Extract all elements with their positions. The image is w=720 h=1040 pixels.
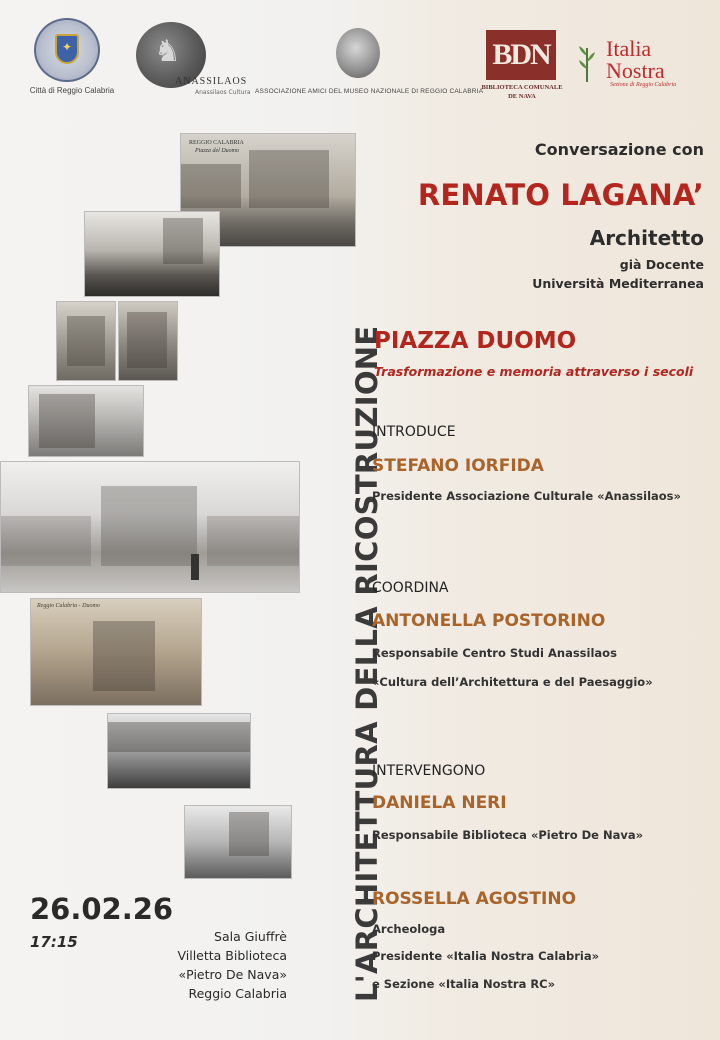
photo-caption-line2: Piazza del Duomo bbox=[195, 148, 239, 154]
historic-illustration-crowd bbox=[84, 211, 220, 297]
historic-photo-crowd-square bbox=[107, 713, 251, 789]
panelist-description-2a: Archeologa bbox=[372, 922, 446, 936]
coordinator-name: ANTONELLA POSTORINO bbox=[372, 611, 606, 631]
introducer-description: Presidente Associazione Culturale «Anassilaos» bbox=[372, 489, 681, 503]
topic-title: PIAZZA DUOMO bbox=[374, 328, 577, 354]
italia-nostra-logo bbox=[606, 38, 665, 82]
vertical-event-title: L'ARCHITETTURA DELLA RICOSTRUZIONE bbox=[350, 325, 384, 1002]
biblioteca-caption-line2: DE NAVA bbox=[508, 93, 536, 100]
speaker-name: RENATO LAGANA’ bbox=[417, 178, 704, 212]
event-date: 26.02.26 bbox=[30, 892, 174, 926]
horse-icon: ♞ bbox=[154, 34, 181, 69]
postcard-caption: Reggio Calabria - Duomo bbox=[37, 603, 100, 609]
crest-caption: Città di Reggio Calabria bbox=[29, 86, 115, 95]
coordinator-description-2: «Cultura dell’Architettura e del Paesaggio» bbox=[372, 675, 653, 689]
historic-photo-cathedral-construction bbox=[28, 385, 144, 457]
historic-photo-ruins-left bbox=[56, 301, 116, 381]
italia-nostra-line2: Nostra bbox=[606, 58, 665, 83]
museum-coin-logo bbox=[336, 28, 380, 78]
speaker-subtitle-2: Università Mediterranea bbox=[532, 276, 704, 291]
star-icon: ✦ bbox=[62, 40, 73, 54]
introducer-name: STEFANO IORFIDA bbox=[372, 456, 544, 476]
biblioteca-caption bbox=[480, 83, 564, 101]
venue-line-3: «Pietro De Nava» bbox=[178, 967, 287, 982]
conversation-label: Conversazione con bbox=[534, 140, 704, 159]
italia-nostra-subcaption: Sezione di Reggio Calabria bbox=[610, 82, 677, 88]
city-crest-logo bbox=[34, 18, 100, 82]
anassilaos-subcaption: Anassilaos Cultura bbox=[195, 89, 251, 96]
anassilaos-caption: ANASSILAOS bbox=[175, 76, 248, 87]
coordinator-description-1: Responsabile Centro Studi Anassilaos bbox=[372, 646, 617, 660]
historic-photo-piazza-duomo-wide bbox=[0, 461, 300, 593]
event-time: 17:15 bbox=[30, 933, 78, 951]
panelist-name-1: DANIELA NERI bbox=[372, 793, 507, 813]
biblioteca-caption-line1: BIBLIOTECA COMUNALE bbox=[481, 84, 563, 91]
coordinator-label: COORDINA bbox=[372, 580, 449, 596]
photo-caption-line1: REGGIO CALABRIA bbox=[189, 140, 244, 146]
crest-shield-icon bbox=[55, 34, 79, 64]
historic-postcard-duomo bbox=[30, 598, 202, 706]
panelist-name-2: ROSSELLA AGOSTINO bbox=[372, 889, 577, 909]
panelist-description-2c: e Sezione «Italia Nostra RC» bbox=[372, 977, 556, 991]
speakers-label: INTERVENGONO bbox=[372, 763, 486, 779]
introduce-label: INTRODUCE bbox=[372, 424, 456, 440]
museum-association-caption: ASSOCIAZIONE AMICI DEL MUSEO NAZIONALE DI REGGIO CALABRIA bbox=[255, 88, 484, 95]
speaker-subtitle-1: già Docente bbox=[619, 257, 704, 272]
panelist-description-2b: Presidente «Italia Nostra Calabria» bbox=[372, 949, 600, 963]
venue-line-4: Reggio Calabria bbox=[188, 986, 287, 1001]
biblioteca-logo: BDN bbox=[486, 30, 556, 80]
topic-subtitle: Trasformazione e memoria attraverso i secoli bbox=[374, 364, 694, 379]
historic-photo-ruins-right bbox=[118, 301, 178, 381]
venue-line-2: Villetta Biblioteca bbox=[177, 948, 287, 963]
italia-nostra-line1: Italia bbox=[606, 36, 652, 61]
historic-photo-duomo-modern bbox=[184, 805, 292, 879]
venue-line-1: Sala Giuffrè bbox=[214, 929, 287, 944]
panelist-description-1: Responsabile Biblioteca «Pietro De Nava» bbox=[372, 828, 644, 842]
speaker-role: Architetto bbox=[589, 226, 704, 250]
italia-nostra-plant-icon bbox=[578, 42, 596, 82]
